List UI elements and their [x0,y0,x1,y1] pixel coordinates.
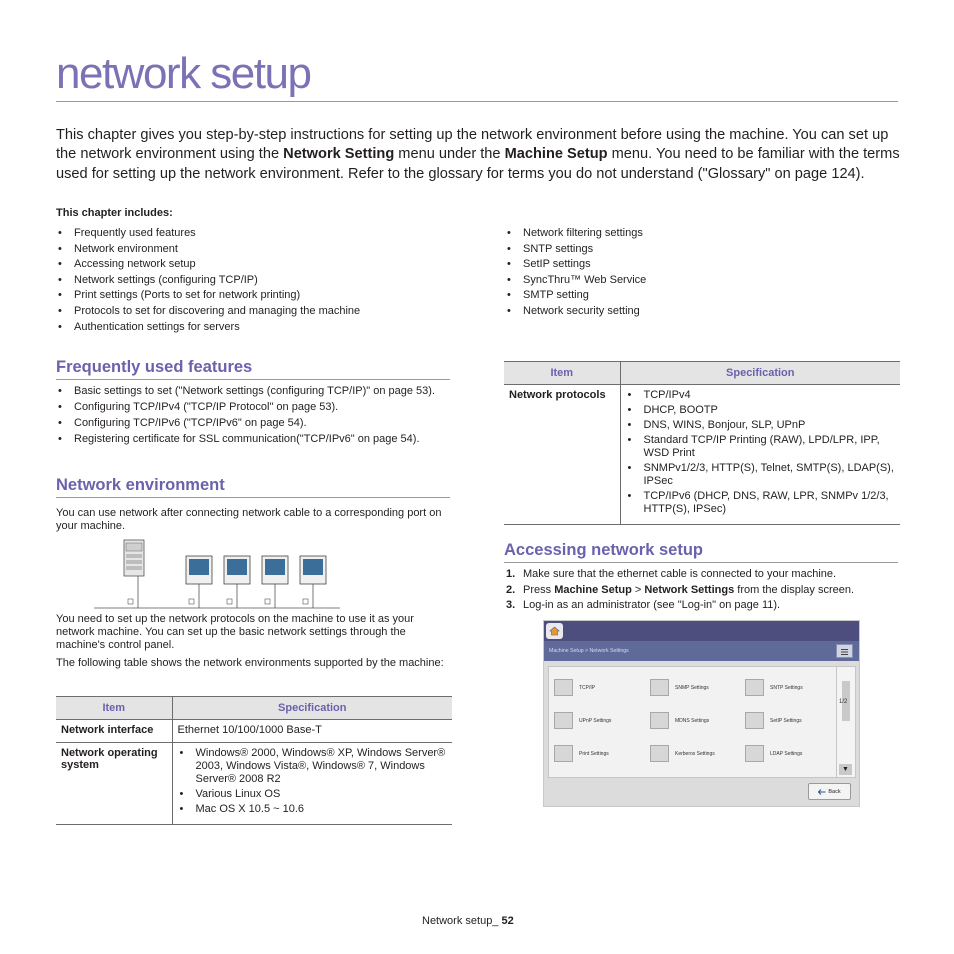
button-icon [650,712,669,729]
button-icon [650,745,669,762]
step-text: Press [523,583,555,596]
list-item: • Registering certificate for SSL communication("TCP/IPv6" on page 54). [56,432,450,446]
home-button[interactable] [546,623,563,639]
upnp-settings-button[interactable] [554,712,611,729]
list-item: • SetIP settings [505,257,895,273]
list-icon [837,646,852,658]
list-item: • Print settings (Ports to set for network printing) [56,288,476,304]
mdns-settings-button[interactable] [650,712,709,729]
list-item: • SNMPv1/2/3, HTTP(S), Telnet, SMTP(S), LDAP(S), IPSec [626,462,896,488]
button-icon [745,712,764,729]
computer-icon [300,556,326,584]
row-item: Network interface [56,720,172,743]
row-specification: Ethernet 10/100/1000 Base-T [172,720,452,743]
table-row [56,720,452,743]
network-environment-heading: Network environment [56,476,225,494]
frequently-used-list [56,384,450,448]
intro-paragraph [56,126,901,184]
back-arrow-icon [818,789,826,795]
back-label: Back [828,788,841,795]
list-item: • Configuring TCP/IPv4 ("TCP/IP Protocol" on page 53). [56,400,450,414]
panel-scrollbar[interactable] [836,666,856,778]
button-icon [650,679,669,696]
includes-list-right [505,226,895,320]
list-item: • Network settings (configuring TCP/IP) [56,273,476,289]
list-item: • Windows® 2000, Windows® XP, Windows Server® 2003, Windows Vista®, Windows® 7, Windows Server® 2008 R2 [178,747,448,786]
table-row [56,743,452,825]
panel-top-bar [544,621,859,641]
panel-button-area [548,666,838,778]
steps-list [504,567,900,614]
list-item: • Configuring TCP/IPv6 ("TCP/IPv6" on page 54). [56,416,450,430]
button-icon [554,712,573,729]
button-icon [745,745,764,762]
button-label: TCP/IP [579,684,596,691]
button-label: SNTP Settings [770,684,803,691]
list-item: • Standard TCP/IP Printing (RAW), LPD/LPR, IPP, WSD Print [626,434,896,460]
step-number: 3. [506,599,516,612]
home-icon [549,626,560,636]
footer-label: Network setup_ [422,915,499,927]
button-label: LDAP Settings [770,750,803,757]
list-item: • Mac OS X 10.5 ~ 10.6 [178,803,448,816]
column-header-item: Item [56,697,172,720]
row-item: Network operating system [56,743,172,825]
list-item: • Network filtering settings [505,226,895,242]
tcpip-button[interactable] [554,679,595,696]
chevron-down-icon: ▼ [842,766,849,773]
intro-text-2: menu under the [394,146,505,163]
list-item: • SyncThru™ Web Service [505,273,895,289]
intro-machine-setup: Machine Setup [504,146,608,163]
button-icon [745,679,764,696]
button-label: UPnP Settings [579,717,612,724]
list-item: • Network security setting [505,304,895,320]
list-item: • Various Linux OS [178,788,448,801]
column-header-specification: Specification [620,362,900,385]
computer-icon [186,556,212,584]
button-icon [554,679,573,696]
step-text: from the display screen. [734,583,855,596]
button-label: SetIP Settings [770,717,802,724]
step-machine-setup: Machine Setup [554,583,632,596]
list-item: • DHCP, BOOTP [626,404,896,417]
section-divider [504,562,898,563]
title-divider [56,101,898,102]
list-item: • SMTP setting [505,288,895,304]
network-environment-paragraph-1: You can use network after connecting network cable to a corresponding port on your machine. [56,507,442,532]
printer-icon [124,540,144,576]
step-text: Log-in as an administrator (see "Log-in" on page 11). [523,599,781,612]
button-label: SNMP Settings [675,684,709,691]
back-button[interactable] [808,783,851,800]
scroll-down-button[interactable] [839,764,852,775]
button-label: Print Settings [579,750,609,757]
list-item: • TCP/IPv6 (DHCP, DNS, RAW, LPR, SNMPv 1/2/3, HTTP(S), IPSec) [626,490,896,516]
computer-icon [224,556,250,584]
step-item [504,567,900,583]
list-item: • Network environment [56,242,476,258]
step-item [504,583,900,599]
network-protocols-table [504,361,900,525]
step-number: 1. [506,568,516,580]
display-screen-panel [543,620,860,807]
ldap-settings-button[interactable] [745,745,802,762]
column-header-item: Item [504,362,620,385]
button-icon [554,745,573,762]
row-specification [620,385,900,525]
kerberos-settings-button[interactable] [650,745,715,762]
list-item: • TCP/IPv4 [626,389,896,402]
table-header-row [504,362,900,385]
network-environment-paragraph-3: The following table shows the network environments supported by the machine: [56,657,444,669]
row-item: Network protocols [504,385,620,525]
step-item [504,598,900,614]
computer-icon [262,556,288,584]
page-title: network setup [56,49,311,98]
step-number: 2. [506,583,516,596]
page-number: 52 [501,915,514,927]
page-footer [422,915,514,927]
snmp-settings-button[interactable] [650,679,709,696]
column-header-specification: Specification [172,697,452,720]
button-label: MDNS Settings [675,717,710,724]
list-item: • SNTP settings [505,242,895,258]
row-specification [172,743,452,825]
network-diagram [92,538,342,610]
section-divider [56,379,450,380]
table-header-row [56,697,452,720]
intro-text-1: This chapter gives you step-by-step instructions for setting up the network environment before using the machine. You can set up the network environment using the [56,127,889,163]
step-network-settings: Network Settings [644,583,735,596]
sntp-settings-button[interactable] [745,679,803,696]
list-item: • Basic settings to set ("Network settings (configuring TCP/IP)" on page 53). [56,384,450,398]
includes-list-left [56,226,476,335]
print-settings-button[interactable] [554,745,609,762]
step-text: > [631,583,645,596]
includes-heading: This chapter includes: [56,207,173,219]
list-item: • Frequently used features [56,226,476,242]
table-row [504,385,900,525]
network-environment-paragraph-2: You need to set up the network protocols on the machine to use it as your network machine. You can set up the basic network settings through the machine's control panel. [56,613,414,651]
panel-menu-button[interactable] [836,644,853,658]
section-divider [56,497,450,498]
frequently-used-heading: Frequently used features [56,358,253,376]
intro-network-setting: Network Setting [283,146,395,163]
list-item: • Authentication settings for servers [56,320,476,336]
list-item: • Accessing network setup [56,257,476,273]
intro-text-3: menu. You need to be familiar with the terms used for setting up the network environment. Refer to the glossary for terms you do not understand ("Glossary" on page 124). [56,146,900,182]
list-item: • DNS, WINS, Bonjour, SLP, UPnP [626,419,896,432]
page-indicator: 1/2 [839,699,848,705]
network-environment-table [56,696,452,825]
button-label: Kerberos Settings [675,750,715,757]
setip-settings-button[interactable] [745,712,802,729]
accessing-network-setup-heading: Accessing network setup [504,541,703,559]
list-item: • Protocols to set for discovering and managing the machine [56,304,476,320]
step-text: Make sure that the ethernet cable is connected to your machine. [523,568,837,580]
panel-breadcrumb: Machine Setup > Network Settings [544,641,859,661]
